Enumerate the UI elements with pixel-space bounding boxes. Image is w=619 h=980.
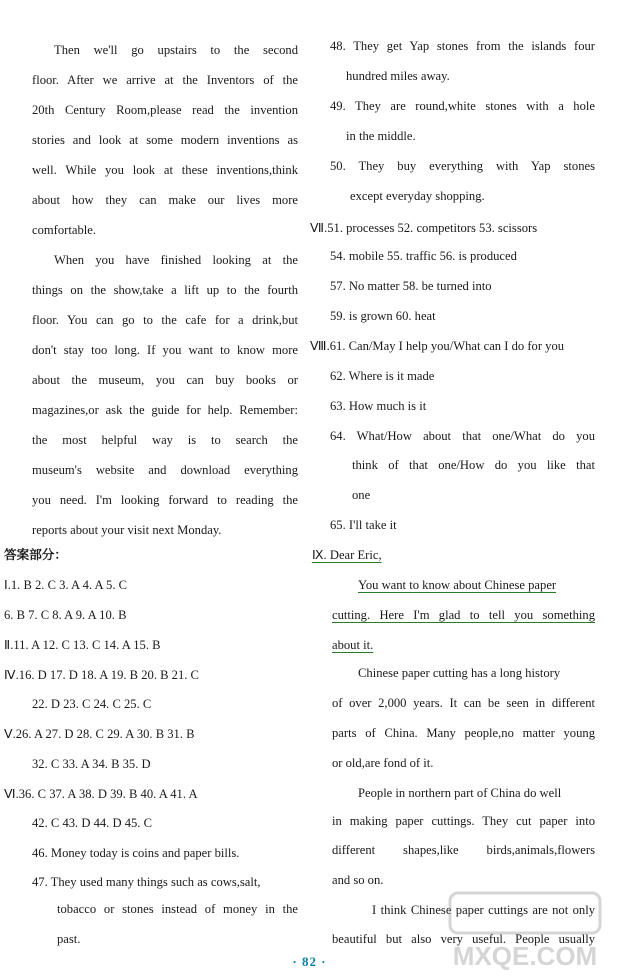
answer-line: 62. Where is it made [330,369,435,383]
page-number: · 82 · [292,954,327,969]
answer-line: I think Chinese paper cuttings are not only [372,903,595,917]
answer-row: 6. B 7. C 8. A 9. A 10. B [4,608,127,622]
answer-row: 42. C 43. D 44. D 45. C [32,816,152,830]
answer-line: beautiful but also very useful. People usually [332,932,595,946]
watermark-logo [440,885,610,975]
answer-line: 63. How much is it [330,399,427,413]
answer-line: 50. They buy everything with Yap stones [330,159,595,173]
passage-line: don't stay too long. If you want to know more [32,343,298,357]
answer-line: about it. [332,638,374,652]
answer-line: of over 2,000 years. It can be seen in different [332,696,595,710]
answer-line: in the middle. [346,129,416,143]
answer-line: and so on. [332,873,384,887]
answer-row: past. [57,932,81,946]
passage-line: Then we'll go upstairs to the second [54,43,298,57]
answer-line: 59. is grown 60. heat [330,309,436,323]
answer-line: one [352,488,371,502]
passage-line: things on the show,take a lift up to the fourth [32,283,298,297]
answer-line: 64. What/How about that one/What do you [330,429,595,443]
answer-line: Ⅷ.61. Can/May I help you/What can I do for you [310,339,565,353]
answer-line: hundred miles away. [346,69,450,83]
passage-line: floor. You can go to the cafe for a drink,but [32,313,298,327]
answer-row: 22. D 23. C 24. C 25. C [32,697,152,711]
passage-line: you need. I'm looking forward to reading the [32,493,298,507]
answer-line: Chinese paper cutting has a long history [358,666,561,680]
watermark-text: MXQE.COM [452,941,598,971]
answer-line: 65. I'll take it [330,518,397,532]
answer-row: tobacco or stones instead of money in the [57,902,298,916]
passage-line: reports about your visit next Monday. [32,523,222,537]
answer-row: Ⅳ.16. D 17. D 18. A 19. B 20. B 21. C [4,668,199,682]
passage-line: about the museum, you can buy books or [32,373,298,387]
answer-line: cutting. Here I'm glad to tell you something [332,608,595,622]
answer-row: 46. Money today is coins and paper bills. [32,846,240,860]
answer-line: except everyday shopping. [350,189,485,203]
passage-line: comfortable. [32,223,96,237]
answer-line: 48. They get Yap stones from the islands four [330,39,595,53]
answer-line: People in northern part of China do well [358,786,562,800]
passage-line: about how they can make our lives more [32,193,298,207]
answer-row: Ⅴ.26. A 27. D 28. C 29. A 30. B 31. B [4,727,195,741]
answer-row: Ⅱ.11. A 12. C 13. C 14. A 15. B [4,638,161,652]
letter-greeting: Ⅸ. Dear Eric, [312,548,382,562]
answer-line: in making paper cuttings. They cut paper into [332,814,595,828]
passage-line: floor. After we arrive at the Inventors of the [32,73,298,87]
answer-line: 49. They are round,white stones with a hole [330,99,595,113]
answer-line: or old,are fond of it. [332,756,434,770]
passage-line: the most helpful way is to search the [32,433,298,447]
passage-line: well. While you look at these inventions,think [32,163,298,177]
passage-line: When you have finished looking at the [54,253,298,267]
answer-line: 57. No matter 58. be turned into [330,279,492,293]
answer-line: 54. mobile 55. traffic 56. is produced [330,249,517,263]
passage-line: magazines,or ask the guide for help. Remember: [32,403,298,417]
answer-line: think of that one/How do you like that [352,458,595,472]
answer-row: Ⅰ.1. B 2. C 3. A 4. A 5. C [4,578,128,592]
answer-row: Ⅵ.36. C 37. A 38. D 39. B 40. A 41. A [4,787,198,801]
answer-row: 47. They used many things such as cows,salt, [32,875,261,889]
answer-line: parts of China. Many people,no matter young [332,726,595,740]
answer-line: Ⅶ.51. processes 52. competitors 53. scissors [310,221,538,235]
answer-line: You want to know about Chinese paper [358,578,557,592]
passage-line: stories and look at some modern inventions as [32,133,298,147]
passage-line: 20th Century Room,please read the invention [32,103,298,117]
passage-line: museum's website and download everything [32,463,298,477]
answer-row: 32. C 33. A 34. B 35. D [32,757,151,771]
answer-heading: 答案部分： [4,548,67,562]
answer-line: different shapes,like birds,animals,flowers [332,843,595,857]
